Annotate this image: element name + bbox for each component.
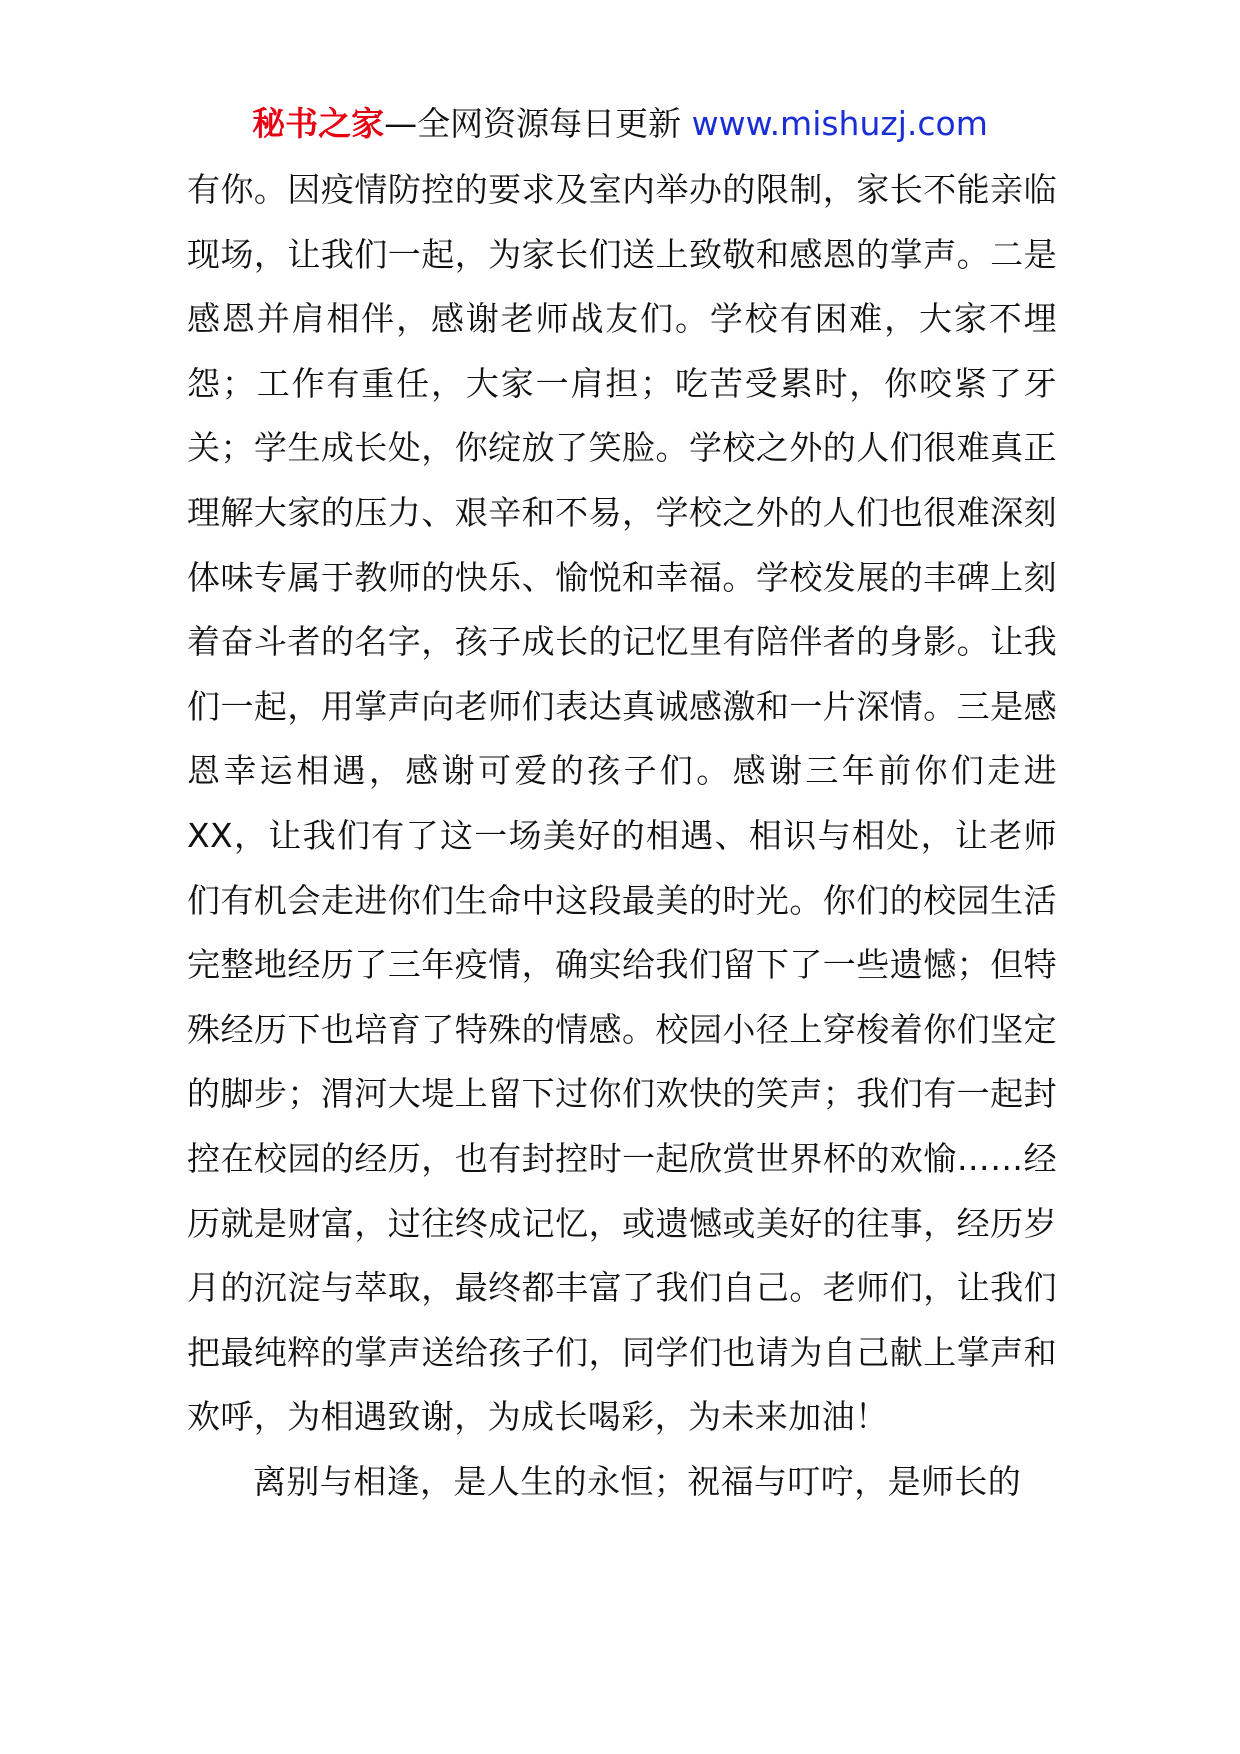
page-header [0,100,1240,148]
header-url[interactable]: www.mishuzj.com [691,104,988,143]
header-brand: 秘书之家 [252,104,385,143]
body-paragraph: 离别与相逢，是人生的永恒；祝福与叮咛，是师长的 [253,1461,1022,1501]
body-paragraph: 有你。因疫情防控的要求及室内举办的限制，家长不能亲临现场，让我们一起，为家长们送上致敬和感恩的掌声。二是感恩并肩相伴，感谢老师战友们。学校有困难，大家不埋怨；工作有重任，大家一肩担；吃苦受累时，你咬紧了牙关；学生成长处，你绽放了笑脸。学校之外的人们很难真正理解大家的压力、艰辛和不易，学校之外的人们也很难深刻体味专属于教师的快乐、愉悦和幸福。学校发展的丰碑上刻着奋斗者的名字，孩子成长的记忆里有陪伴者的身影。让我们一起，用掌声向老师们表达真诚感激和一片深情。三是感恩幸运相遇，感谢可爱的孩子们。感谢三年前你们走进 XX，让我们有了这一场美好的相遇、相识与相处，让老师们有机会走进你们生命中这段最美的时光。你们的校园生活完整地经历了三年疫情，确实给我们留下了一些遗憾；但特殊经历下也培育了特殊的情感。校园小径上穿梭着你们坚定的脚步；渭河大堤上留下过你们欢快的笑声；我们有一起封控在校园的经历，也有封控时一起欣赏世界杯的欢愉……经历就是财富，过往终成记忆，或遗憾或美好的往事，经历岁月的沉淀与萃取，最终都丰富了我们自己。老师们，让我们把最纯粹的掌声送给孩子们，同学们也请为自己献上掌声和欢呼，为相遇致谢，为成长喝彩，为未来加油！ [187,170,1057,1437]
document-body [187,158,1057,1514]
header-tagline: —全网资源每日更新 [384,104,682,143]
